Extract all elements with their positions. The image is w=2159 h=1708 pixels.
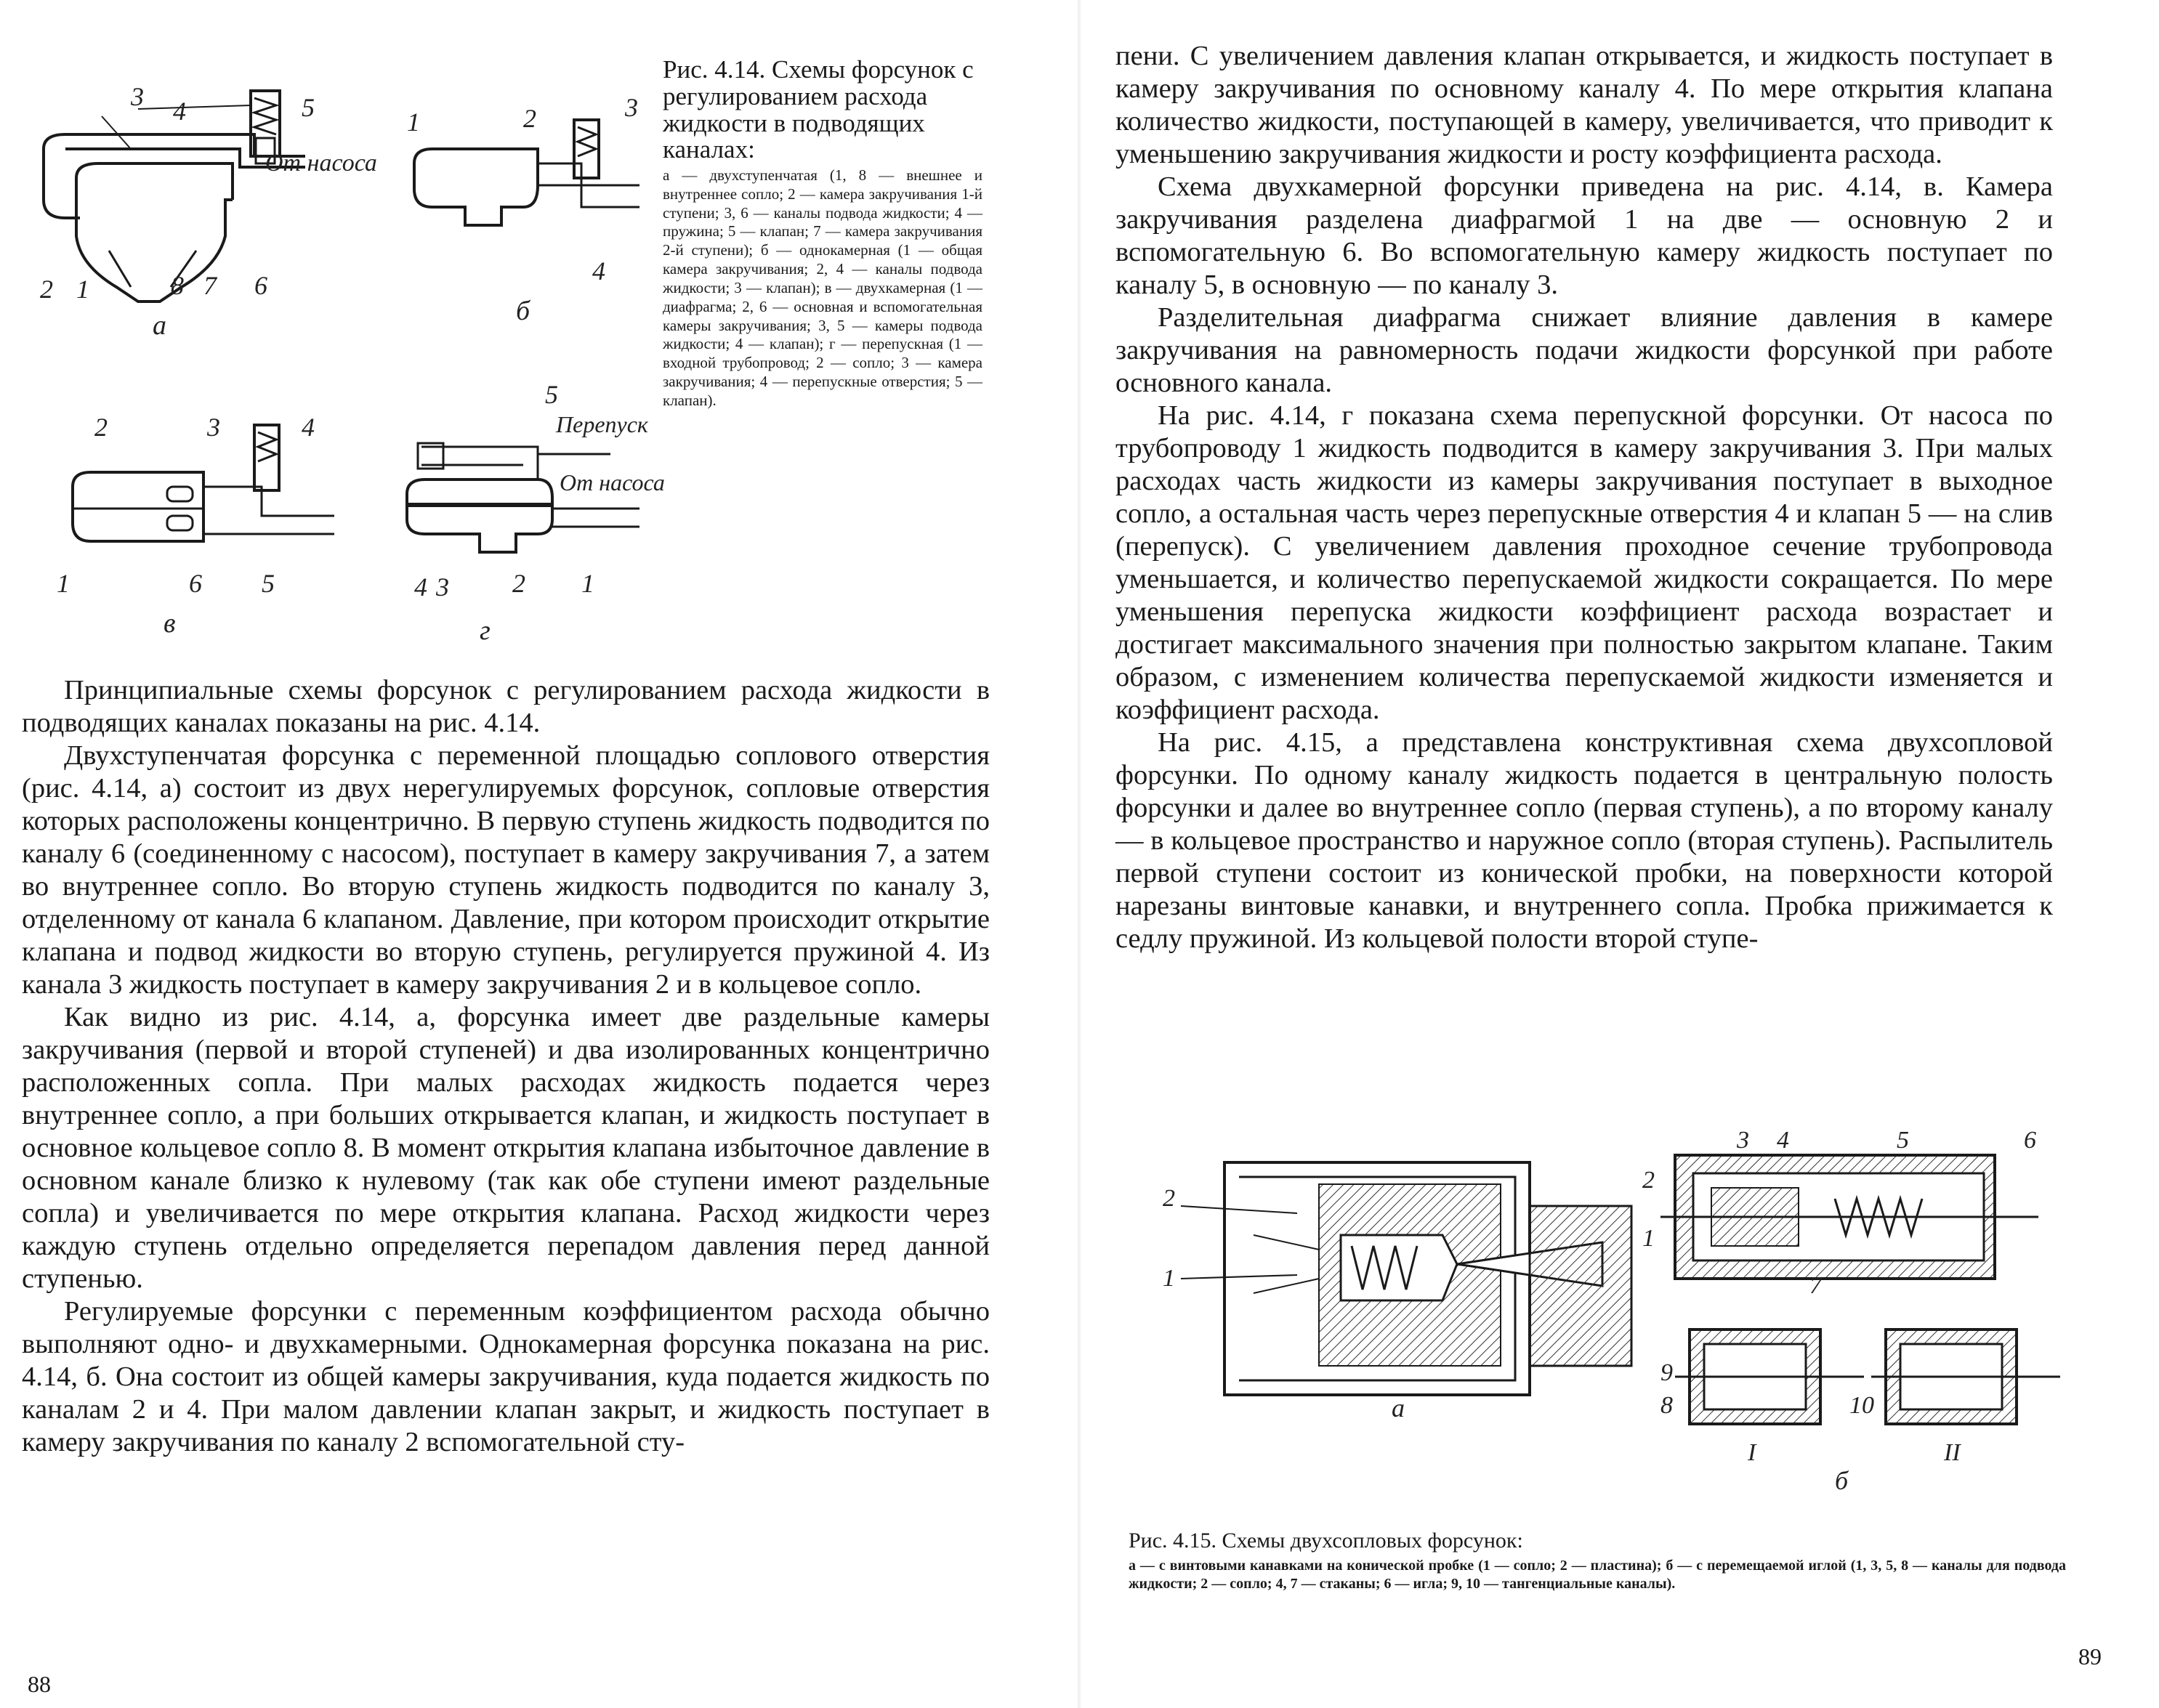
diagram-v xyxy=(57,413,334,639)
diagram-a-label-2: 2 xyxy=(40,275,53,304)
figure-4-15-caption-title: Рис. 4.15. Схемы двухсопловых форсунок: xyxy=(1129,1529,1523,1553)
paragraph: пени. С увеличением давления клапан открывается, и жидкость поступает в камеру закручивания по основному каналу 4. По мере открытия клапана количество жидкости, поступающей в камеру, увеличивается, что приводит к уменьшению закручивания жидкости и росту коэффициента расхода. xyxy=(1115,41,2053,169)
diagram-b-label-1: 1 xyxy=(407,108,420,137)
drawing-b-sub-label-1: I xyxy=(1748,1439,1756,1466)
left-page-body xyxy=(22,674,990,1459)
diagram-a-letter: а xyxy=(153,310,166,341)
diagram-g-letter: г xyxy=(480,615,491,646)
diagram-v-label-3: 3 xyxy=(207,413,220,442)
drawing-b-label-3: 3 xyxy=(1737,1127,1749,1154)
paragraph: Разделительная диафрагма снижает влияние давления в камере закручивания на равномерность подачи жидкости форсункой при работе основного канала. xyxy=(1115,302,2053,398)
drawing-a-letter: а xyxy=(1392,1393,1405,1422)
paragraph: Схема двухкамерной форсунки приведена на рис. 4.14, в. Камера закручивания разделена диафрагмой 1 на две — основную 2 и вспомогательную 6. Во вспомогательную камеру жидкость поступает по каналу 5, в основную — по каналу 3. xyxy=(1115,171,2053,300)
diagram-v-letter: в xyxy=(164,608,176,639)
diagram-a-label-1: 1 xyxy=(76,275,89,304)
drawing-b-sub-label-2: II xyxy=(1944,1439,1961,1466)
diagram-a xyxy=(40,82,377,341)
diagram-g-bypass-label: Перепуск xyxy=(556,411,648,437)
diagram-g-label-3: 3 xyxy=(436,572,449,602)
diagram-a-label-6: 6 xyxy=(254,271,267,300)
diagram-a-label-5: 5 xyxy=(302,93,315,122)
right-page xyxy=(1079,0,2159,1708)
paragraph: На рис. 4.15, а представлена конструктивная схема двухсопловой форсунки. По одному каналу жидкость подается в центральную полость форсунки и далее во внутреннее сопло (первая ступень), а по второму каналу — в кольцевое пространство и наружное сопло (вторая ступень). Распылитель первой ступени состоит из конической пробки, на поверхности которой нарезаны винтовые канавки, и внутреннего сопла. Пробка прижимается к седлу пружиной. Из кольцевой полости второй ступе- xyxy=(1115,727,2053,954)
figure-4-15-caption xyxy=(1129,1529,2066,1593)
diagram-b-label-2: 2 xyxy=(523,104,536,133)
diagram-a-label-7: 7 xyxy=(203,271,217,300)
right-page-body xyxy=(1115,40,2053,955)
diagram-v-label-4: 4 xyxy=(302,413,315,442)
diagram-g-label-5: 5 xyxy=(545,380,558,409)
diagram-a-label-8: 8 xyxy=(171,271,184,300)
paragraph: Регулируемые форсунки с переменным коэффициентом расхода обычно выполняют одно- и двухкамерными. Однокамерная форсунка показана на рис. 4.14, б. Она состоит из общей камеры закручивания, куда подается жидкость по каналам 2 и 4. При малом давлении клапан закрыт, и жидкость поступает в камеру закручивания по каналу 2 вспомогательной сту- xyxy=(22,1296,990,1457)
figure-4-14-caption xyxy=(663,57,982,410)
figure-4-14-diagrams xyxy=(15,69,665,650)
diagram-b-label-4: 4 xyxy=(592,256,605,286)
drawing-a xyxy=(1163,1162,1631,1422)
drawing-b-label-6: 6 xyxy=(2024,1127,2036,1154)
diagram-g-label-4: 4 xyxy=(414,572,427,602)
figure-4-15-drawings xyxy=(1152,1119,2097,1511)
drawing-b-label-4: 4 xyxy=(1777,1127,1789,1154)
drawing-b xyxy=(1642,1127,2060,1495)
diagram-b-letter: б xyxy=(516,296,530,326)
drawing-b-letter: б xyxy=(1835,1466,1849,1495)
diagram-v-label-6: 6 xyxy=(189,569,202,598)
paragraph: Принципиальные схемы форсунок с регулированием расхода жидкости в подводящих каналах показаны на рис. 4.14. xyxy=(22,675,990,738)
drawing-b-label-2: 2 xyxy=(1642,1167,1655,1194)
figure-4-15-caption-body: а — с винтовыми канавками на конической пробке (1 — сопло; 2 — пластина); б — с перемещаемой иглой (1, 3, 5, 8 — каналы для подвода жидкости; 2 — сопло; 4, 7 — стаканы; 6 — игла; 9, 10 — тангенциальные каналы). xyxy=(1129,1557,2066,1592)
page-number-right: 89 xyxy=(2078,1643,2102,1669)
paragraph: На рис. 4.14, г показана схема перепускной форсунки. От насоса по трубопроводу 1 жидкость подводится в камеру закручивания 3. При малых расходах часть жидкости из камеры закручивания поступает в выходное сопло, а остальная часть через перепускные отверстия 4 и клапан 5 — на слив (перепуск). С увеличением давления проходное сечение трубопровода уменьшается, и количество перепускаемой жидкости сокращается. По мере уменьшения перепуска жидкости коэффициент расхода возрастает и достигает максимального значения при полностью закрытом клапане. Таким образом, с изменением количества перепускаемой жидкости изменяется и коэффициент расхода. xyxy=(1115,400,2053,725)
diagram-g xyxy=(407,380,665,646)
figure-4-14-caption-title: Рис. 4.14. Схемы форсунок с регулированием расхода жидкости в подводящих каналах: xyxy=(663,55,974,164)
left-page xyxy=(0,0,1079,1708)
drawing-b-label-5: 5 xyxy=(1897,1127,1909,1154)
drawing-b-label-9: 9 xyxy=(1660,1359,1673,1386)
paragraph: Как видно из рис. 4.14, а, форсунка имеет две раздельные камеры закручивания (первой и второй ступеней) и два изолированных концентрично расположенных сопла. При малых расходах жидкость подается через внутреннее сопло, а при больших открывается клапан, и жидкость поступает в основное кольцевое сопло 8. В момент открытия клапана избыточное давление в основном канале близко к нулевому (так как обе ступени имеют раздельные сопла) и увеличивается по мере открытия клапана. Расход жидкости через каждую ступень отдельно определяется перепадом давления перед данной ступенью. xyxy=(22,1002,990,1294)
drawing-b-label-7: 7 xyxy=(1809,1272,1822,1299)
diagram-g-label-1: 1 xyxy=(581,569,594,598)
diagram-g-label-2: 2 xyxy=(512,569,525,598)
drawing-b-label-8: 8 xyxy=(1660,1392,1673,1419)
diagram-a-label-3: 3 xyxy=(131,82,144,111)
diagram-v-label-1: 1 xyxy=(57,569,70,598)
drawing-b-label-1: 1 xyxy=(1642,1225,1655,1252)
page-number-left: 88 xyxy=(28,1671,51,1697)
drawing-a-label-1: 1 xyxy=(1163,1265,1175,1292)
diagram-g-inlet-label: От насоса xyxy=(560,469,665,495)
drawing-b-label-10: 10 xyxy=(1849,1392,1874,1419)
diagram-b-label-3: 3 xyxy=(625,93,638,122)
paragraph: Двухступенчатая форсунка с переменной площадью соплового отверстия (рис. 4.14, а) состоит из двух нерегулируемых форсунок, сопловые отверстия которых расположены концентрично. В первую ступень жидкость подводится по каналу 6 (соединенному с насосом), поступает в камеру закручивания 7, а затем во внутреннее сопло. Во вторую ступень жидкость подводится по каналу 3, отделенному от канала 6 клапаном. Давление, при котором происходит открытие клапана и подвод жидкости во вторую ступень, регулируется пружиной 4. Из канала 3 жидкость поступает в камеру закручивания 2 и в кольцевое сопло. xyxy=(22,740,990,1000)
diagram-v-label-2: 2 xyxy=(94,413,108,442)
diagram-b xyxy=(407,93,639,326)
drawing-a-label-2: 2 xyxy=(1163,1185,1175,1212)
figure-4-14-caption-body: а — двухступенчатая (1, 8 — внешнее и внутреннее сопло; 2 — камера закручивания 1-й ступени; 3, 6 — каналы подвода жидкости; 4 — пружина; 5 — клапан; 7 — камера закручивания 2-й ступени); б — однокамерная (1 — общая камера закручивания; 2, 4 — каналы подвода жидкости; 3 — клапан); в — двухкамерная (1 — диафрагма; 2, 6 — основная и вспомогательная камеры закручивания; 3, 5 — камеры подвода жидкости; 4 — клапан); г — перепускная (1 — входной трубопровод; 2 — сопло; 3 — камера закручивания; 4 — перепускные отверстия; 5 — клапан). xyxy=(663,166,982,409)
diagram-a-label-4: 4 xyxy=(173,97,186,126)
diagram-v-label-5: 5 xyxy=(262,569,275,598)
diagram-a-inlet-label: От насоса xyxy=(265,150,377,177)
